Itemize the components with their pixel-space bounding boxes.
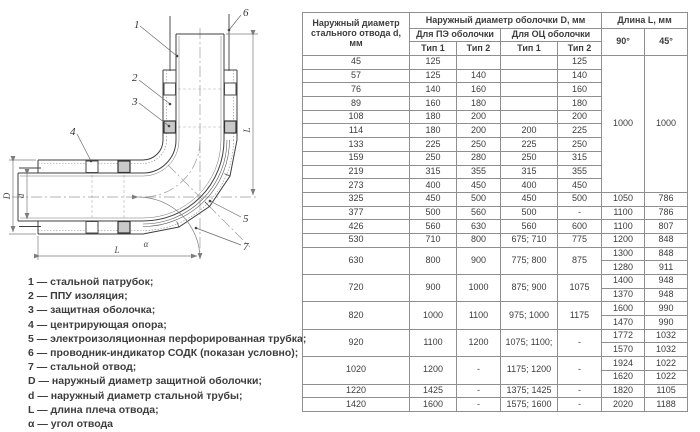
table-cell: 280 — [457, 151, 501, 165]
table-cell: 1032 — [645, 343, 688, 357]
header-oc-type2: Тип 2 — [558, 42, 602, 56]
table-cell: 450 — [457, 179, 501, 193]
table-cell: 400 — [410, 179, 457, 193]
table-cell: 315 — [558, 151, 602, 165]
callout-1: 1 — [134, 19, 140, 31]
table-cell: 200 — [457, 110, 501, 124]
table-cell: 1400 — [602, 275, 645, 289]
table-cell: 133 — [303, 138, 410, 152]
table-cell: 875 — [558, 247, 602, 274]
legend-item: L — длина плеча отвода; — [28, 403, 159, 416]
table-cell: 450 — [558, 179, 602, 193]
table-cell: 1924 — [602, 357, 645, 371]
dim-L-bottom: L — [114, 245, 120, 255]
table-cell: 560 — [410, 220, 457, 234]
table-cell: 250 — [501, 151, 558, 165]
table-cell: - — [457, 384, 501, 398]
table-cell: 355 — [558, 165, 602, 179]
table-cell: 1000 — [410, 302, 457, 329]
legend-item: 6 — проводник-индикатор СОДК (показан условно); — [28, 347, 299, 360]
table-cell: 975; 1000 — [501, 302, 558, 329]
table-cell: 1370 — [602, 288, 645, 302]
table-cell: 500 — [410, 206, 457, 220]
table-cell: 720 — [303, 275, 410, 302]
table-cell: 1470 — [602, 316, 645, 330]
table-cell — [501, 97, 558, 111]
table-cell: 800 — [410, 247, 457, 274]
table-cell: - — [558, 384, 602, 398]
table-cell: 273 — [303, 179, 410, 193]
header-steel-diameter: Наружный диаметр стального отвода d, мм — [303, 13, 410, 56]
table-row — [303, 357, 688, 371]
table-cell: 315 — [501, 165, 558, 179]
table-cell: 140 — [558, 69, 602, 83]
table-cell: 1200 — [410, 357, 457, 384]
table-cell: 200 — [558, 110, 602, 124]
table-cell: 600 — [558, 220, 602, 234]
table-cell: 1032 — [645, 329, 688, 343]
table-cell: 990 — [645, 302, 688, 316]
callout-6: 6 — [243, 7, 249, 19]
legend-item: 3 — защитная оболочка; — [28, 304, 156, 317]
table-cell: 920 — [303, 329, 410, 356]
table-cell: 500 — [558, 192, 602, 206]
table-cell: 1620 — [602, 370, 645, 384]
table-cell: 1175 — [558, 302, 602, 329]
table-cell: 1075 — [558, 275, 602, 302]
legend-item: α — угол отвода — [28, 418, 113, 431]
header-casing-diameter: Наружный диаметр оболочки D, мм — [410, 13, 602, 29]
table-cell: 2020 — [602, 398, 645, 412]
table-cell: - — [558, 329, 602, 356]
table-cell: 125 — [410, 56, 457, 70]
table-cell: 875; 900 — [501, 275, 558, 302]
legend-item: 2 — ППУ изоляция; — [28, 290, 128, 303]
table-cell: 315 — [410, 165, 457, 179]
header-pe-casing: Для ПЭ оболочки — [410, 29, 501, 42]
table-cell: 1575; 1600 — [501, 398, 558, 412]
table-cell: 219 — [303, 165, 410, 179]
table-cell: 225 — [501, 138, 558, 152]
table-cell: 500 — [501, 206, 558, 220]
table-row — [303, 275, 688, 289]
table-cell: 710 — [410, 233, 457, 247]
dim-L-right: L — [242, 127, 252, 133]
table-cell — [501, 69, 558, 83]
table-cell: 200 — [457, 124, 501, 138]
table-cell: 1220 — [303, 384, 410, 398]
table-cell: 180 — [410, 110, 457, 124]
callout-3: 3 — [132, 96, 138, 108]
table-cell: 140 — [410, 83, 457, 97]
table-cell: 807 — [645, 220, 688, 234]
table-cell: 1000 — [602, 56, 645, 193]
table-cell: 180 — [457, 97, 501, 111]
table-cell: 426 — [303, 220, 410, 234]
table-cell: 786 — [645, 192, 688, 206]
centerlines — [12, 28, 256, 252]
legend-item: 1 — стальной патрубок; — [28, 276, 154, 288]
table-cell: 1022 — [645, 370, 688, 384]
table-cell: 160 — [457, 83, 501, 97]
table-cell: 630 — [457, 220, 501, 234]
table-header — [303, 13, 688, 56]
table-cell: 57 — [303, 69, 410, 83]
table-cell: - — [457, 357, 501, 384]
table-cell: 180 — [558, 97, 602, 111]
steel-pipe-outline — [18, 34, 224, 221]
table-cell: 140 — [457, 69, 501, 83]
table-cell: 450 — [410, 192, 457, 206]
spec-table-wrap — [302, 12, 688, 412]
table-cell: 1105 — [645, 384, 688, 398]
table-cell: 900 — [457, 247, 501, 274]
table-cell: 786 — [645, 206, 688, 220]
table-cell — [501, 83, 558, 97]
table-cell: 377 — [303, 206, 410, 220]
callout-leaders — [77, 15, 241, 245]
callout-5: 5 — [243, 213, 249, 225]
table-cell: 1075; 1100; — [501, 329, 558, 356]
table-cell: 108 — [303, 110, 410, 124]
table-row — [303, 247, 688, 261]
table-row — [303, 206, 688, 220]
table-cell: 1600 — [410, 398, 457, 412]
table-row — [303, 329, 688, 343]
table-cell: 325 — [303, 192, 410, 206]
dim-D: D — [2, 192, 12, 200]
table-cell: 820 — [303, 302, 410, 329]
table-cell: 250 — [457, 138, 501, 152]
table-cell: 180 — [410, 124, 457, 138]
table-cell: 45 — [303, 56, 410, 70]
casing-inner-wall — [38, 70, 234, 231]
table-cell: - — [558, 357, 602, 384]
table-cell: 400 — [501, 179, 558, 193]
table-cell: 1175; 1200 — [501, 357, 558, 384]
header-pe-type2: Тип 2 — [457, 42, 501, 56]
legend-item: 4 — центрирующая опора; — [28, 318, 167, 331]
table-cell: 225 — [558, 124, 602, 138]
table-cell: 114 — [303, 124, 410, 138]
table-cell: 1188 — [645, 398, 688, 412]
table-cell: 355 — [457, 165, 501, 179]
table-cell: - — [558, 206, 602, 220]
table-cell: 560 — [457, 206, 501, 220]
table-cell: 1280 — [602, 261, 645, 275]
table-cell: 1100 — [602, 206, 645, 220]
legend-item: 5 — электроизоляционная перфорированная трубка; — [28, 332, 307, 345]
table-cell: 560 — [501, 220, 558, 234]
table-cell: 630 — [303, 247, 410, 274]
table-cell: 911 — [645, 261, 688, 275]
pipe-elbow-drawing — [0, 0, 300, 270]
table-row — [303, 384, 688, 398]
table-row — [303, 398, 688, 412]
table-cell: 948 — [645, 288, 688, 302]
header-pe-type1: Тип 1 — [410, 42, 457, 56]
legend-item: D — наружный диаметр защитной оболочки; — [28, 375, 262, 388]
table-cell: 1300 — [602, 247, 645, 261]
table-cell: 160 — [558, 83, 602, 97]
dim-alpha: α — [143, 239, 149, 249]
table-cell: 200 — [501, 124, 558, 138]
header-oc-type1: Тип 1 — [501, 42, 558, 56]
table-row — [303, 192, 688, 206]
table-cell: 1100 — [602, 220, 645, 234]
table-cell: - — [457, 398, 501, 412]
table-cell: 160 — [410, 97, 457, 111]
table-cell: 775; 800 — [501, 247, 558, 274]
table-cell: 1050 — [602, 192, 645, 206]
dim-d: d — [16, 193, 26, 199]
table-cell: 1570 — [602, 343, 645, 357]
table-cell: 125 — [410, 69, 457, 83]
table-cell: 900 — [410, 275, 457, 302]
table-cell: 500 — [457, 192, 501, 206]
table-cell: 1100 — [457, 302, 501, 329]
table-cell — [501, 56, 558, 70]
table-cell: 1200 — [457, 329, 501, 356]
table-cell: 990 — [645, 316, 688, 330]
table-cell: 848 — [645, 233, 688, 247]
table-cell: 1000 — [645, 56, 688, 193]
table-cell: 1420 — [303, 398, 410, 412]
table-cell — [457, 56, 501, 70]
table-cell: - — [558, 398, 602, 412]
table-cell: 159 — [303, 151, 410, 165]
header-length: Длина L, мм — [602, 13, 688, 29]
table-cell: 1022 — [645, 357, 688, 371]
table-body — [303, 56, 688, 412]
dimension-labels — [2, 127, 252, 255]
header-90deg: 90° — [602, 29, 645, 56]
table-cell: 800 — [457, 233, 501, 247]
table-cell: 1000 — [457, 275, 501, 302]
callout-4: 4 — [70, 126, 76, 138]
table-cell: 450 — [501, 192, 558, 206]
table-cell: 948 — [645, 275, 688, 289]
legend — [28, 275, 306, 431]
table-row — [303, 233, 688, 247]
table-cell: 89 — [303, 97, 410, 111]
table-cell: 848 — [645, 247, 688, 261]
table-row — [303, 56, 688, 70]
table-cell: 1020 — [303, 357, 410, 384]
table-cell: 250 — [410, 151, 457, 165]
table-cell: 1100 — [410, 329, 457, 356]
elbow-diagram-svg — [0, 0, 300, 270]
table-cell: 775 — [558, 233, 602, 247]
table-cell — [501, 110, 558, 124]
callout-leader-dots — [90, 29, 231, 230]
table-cell: 125 — [558, 56, 602, 70]
table-cell: 530 — [303, 233, 410, 247]
table-row — [303, 220, 688, 234]
header-45deg: 45° — [645, 29, 688, 56]
casing-outline — [38, 70, 237, 234]
callout-2: 2 — [132, 72, 138, 84]
table-cell: 225 — [410, 138, 457, 152]
table-cell: 76 — [303, 83, 410, 97]
table-cell: 250 — [558, 138, 602, 152]
table-cell: 1375; 1425 — [501, 384, 558, 398]
spec-table — [302, 12, 688, 412]
table-cell: 1600 — [602, 302, 645, 316]
legend-item: d — наружный диаметр стальной трубы; — [28, 389, 243, 402]
table-row — [303, 302, 688, 316]
table-cell: 1200 — [602, 233, 645, 247]
callout-7: 7 — [243, 241, 249, 253]
table-cell: 1820 — [602, 384, 645, 398]
table-cell: 1772 — [602, 329, 645, 343]
legend-item: 7 — стальной отвод; — [28, 361, 137, 374]
table-cell: 675; 710 — [501, 233, 558, 247]
header-oc-casing: Для ОЦ оболочки — [501, 29, 602, 42]
table-cell: 1425 — [410, 384, 457, 398]
